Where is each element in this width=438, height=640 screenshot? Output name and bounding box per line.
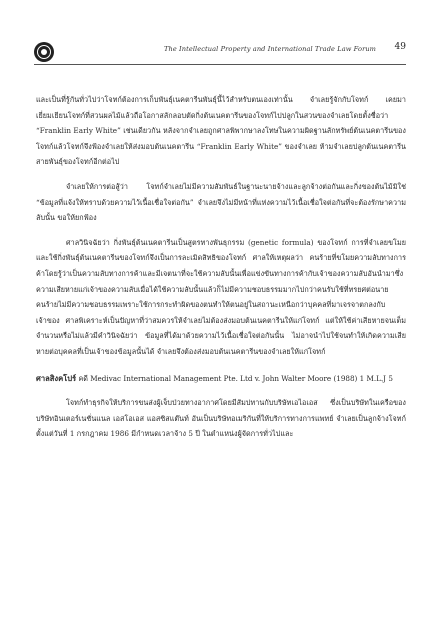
page-number: 49 [394, 42, 406, 52]
paragraph-2-text: จำเลยให้การต่อสู้ว่า โจทก์จำเลยไม่มีความสัมพันธ์ในฐานะนายจ้างและลูกจ้างต่อกันและกิ่งของต้นไม้มิใช่ “ข้อมูลที่แจ้งให้ทราบด้วยความไว้เนื้อเชื่อใจต่อกัน” จำเลยจึงไม่มีหน้าที่แห่งความไว้เนื้อเชื่อใจต่อกันที่จะต้องรักษาความลับนั้น ขอให้ยกฟ้อง [36, 181, 406, 223]
journal-seal-icon [34, 42, 54, 62]
header-divider [34, 64, 406, 65]
court-name: ศาลสิงคโปร์ [36, 373, 77, 383]
paragraph-4-text: โจทก์ทำธุรกิจให้บริการขนส่งผู้เจ็บป่วยทางอากาศโดยมีสัมปทานกับบริษัทเอไอเอส ซึ่งเป็นบริษัทในเครือของบริษัทอินเตอร์เนชั่นแนล เอสโอเอส แอสซิสแต๊นท์ อันเป็นบริษัทอเมริกันที่ให้บริการทางการแพทย์ จำเลยเป็นลูกจ้างโจทก์ตั้งแต่วันที่ 1 กรกฎาคม 1986 มีกำหนดเวลาจ้าง 5 ปี ในตำแหน่งผู้จัดการทั่วไปและ [36, 398, 406, 439]
page-body [36, 92, 406, 442]
paragraph-1 [36, 92, 406, 170]
paragraph-1-text: และเป็นที่รู้กันทั่วไปว่าโจทก์ต้องการเก็บพันธุ์เนคตารีนพันธุ์นี้ไว้สำหรับตนเองเท่านั้น จำเลยรู้จักกับโจทก์ เคยมาเยี่ยมเยียนโจทก์ที่สวนผลไม้แล้วถือโอกาสลักลอบตัดกิ่งต้นเนคตารีนของโจทก์ไปปลูกในสวนของจำเลยโดยตั้งชื่อว่า “Franklin Early White” เช่นเดียวกัน หลังจากจำเลยถูกศาลพิพากษาลงโทษในความผิดฐานลักทรัพย์ต้นเนคตารีนของโจทก์แล้วโจทก์จึงฟ้องจำเลยให้ส่งมอบต้นเนคตารีน “Franklin Early White” ของจำเลย ห้ามจำเลยปลูกต้นเนคตารีนสายพันธุ์ของโจทก์อีกต่อไป [36, 95, 406, 167]
paragraph-2 [36, 179, 406, 226]
case-heading [36, 371, 406, 387]
seal-center [41, 49, 47, 55]
running-title: The Intellectual Property and International Trade Law Forum [164, 45, 377, 53]
case-citation: คดี Medivac International Management Pte. Ltd v. John Walter Moore (1988) 1 M.L.J 5 [78, 373, 393, 383]
paragraph-3 [36, 235, 406, 360]
paragraph-4 [36, 395, 406, 442]
paragraph-3-text: ศาลวินิจฉัยว่า กิ่งพันธุ์ต้นเนคตารีนเป็นสูตรทางพันธุกรรม (genetic formula) ของโจทก์ การที่จำเลยขโมยและใช้กิ่งพันธุ์ต้นเนคตารีนของโจทก์จึงเป็นการละเมิดสิทธิของโจทก์ ศาลให้เหตุผลว่า คนร้ายที่ขโมยความลับทางการค้าโดยรู้ว่าเป็นความลับทางการค้าและมีเจตนาที่จะใช้ความลับนั้นเพื่อแข่งขันทางการค้ากับเจ้าของความลับอันนำมาซึ่งความเสียหายแก่เจ้าของความลับเมื่อได้ใช้ความลับนั้นแล้วก็ไม่มีความชอบธรรมมากไปกว่าคนรับใช้ที่ทรยศต่อนาย คนร้ายไม่มีความชอบธรรมเพราะใช้การกระทำผิดของตนทำให้ตนอยู่ในสถานะเหนือกว่าบุคคลที่มาเจรจาตกลงกับเจ้าของ ศาลพิเคราะห์เป็นปัญหาที่ว่าสมควรให้จำเลยไม่ต้องส่งมอบต้นเนคตารีนให้แก่โจทก์ แต่ให้ใช้ค่าเสียหายจนเต็มจำนวนหรือไม่แล้วมีคำวินิจฉัยว่า ข้อมูลที่ได้มาด้วยความไว้เนื้อเชื่อใจต่อกันนั้น ไม่อาจนำไปใช้จนทำให้เกิดความเสียหายต่อบุคคลที่เป็นเจ้าของข้อมูลนั้นได้ จำเลยจึงต้องส่งมอบต้นเนคตารีนของจำเลยให้แก่โจทก์ [36, 237, 406, 356]
page-header [34, 42, 406, 62]
